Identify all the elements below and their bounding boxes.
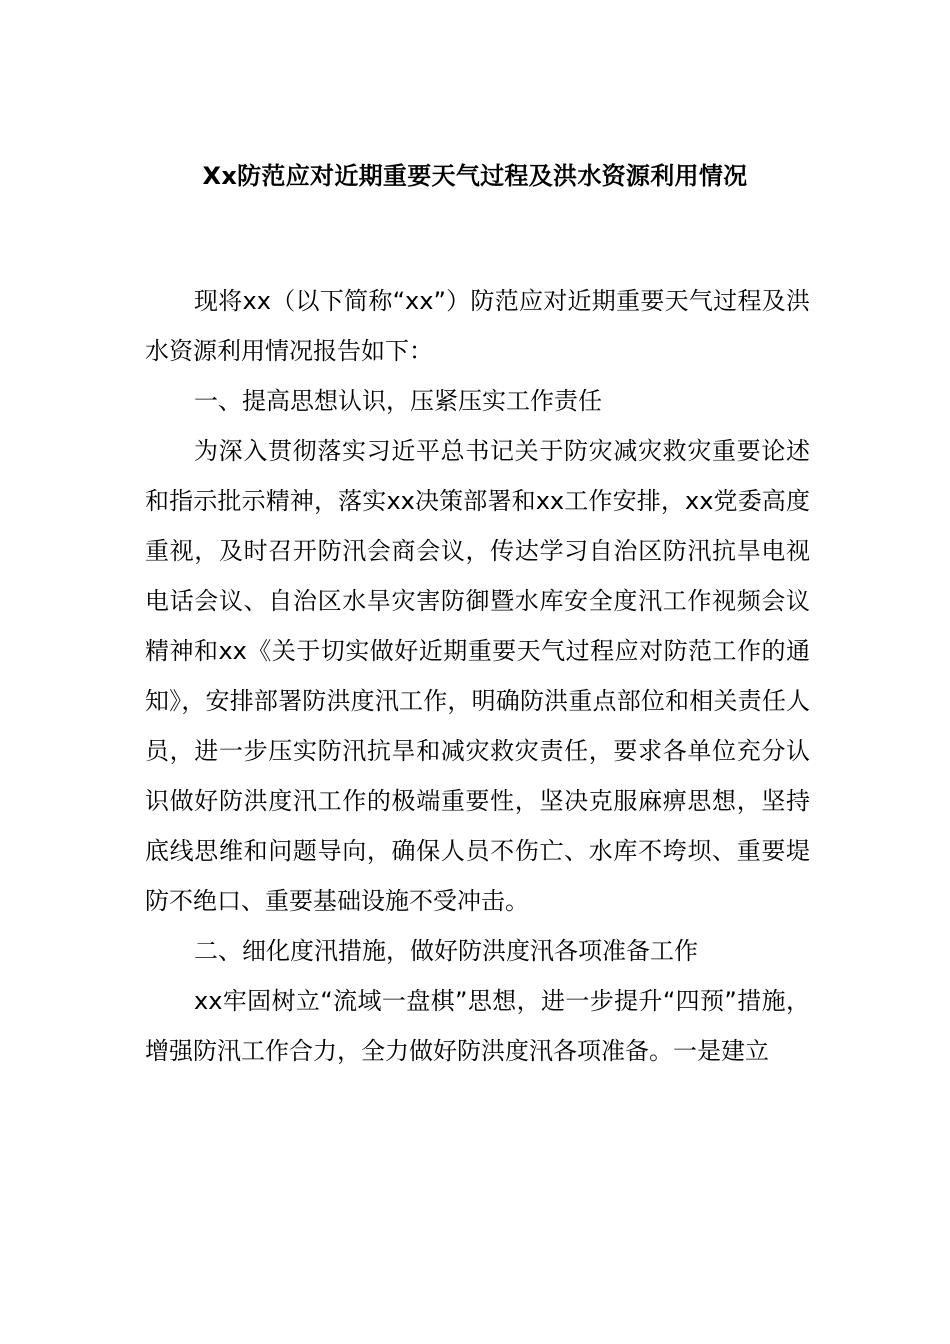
document-body — [145, 276, 810, 1076]
document-title: Xx防范应对近期重要天气过程及洪水资源利用情况 — [202, 162, 748, 190]
section-heading-1: 一、提高思想认识，压紧压实工作责任 — [194, 387, 602, 415]
paragraph-section-2: xx牢固树立“流域一盘棋”思想，进一步提升“四预”措施，增强防汛工作合力，全力做好防洪度汛各项准备。一是建立 — [145, 987, 810, 1065]
paragraph-intro: 现将xx（以下简称“xx”）防范应对近期重要天气过程及洪水资源利用情况报告如下： — [145, 287, 810, 365]
paragraph-section-1: 为深入贯彻落实习近平总书记关于防灾减灾救灾重要论述和指示批示精神，落实xx决策部署和xx工作安排，xx党委高度重视，及时召开防汛会商会议，传达学习自治区防汛抗旱电视电话会议、自治区水旱灾害防御暨水库安全度汛工作视频会议精神和xx《关于切实做好近期重要天气过程应对防范工作的通知》，安排部署防洪度汛工作，明确防洪重点部位和相关责任人员，进一步压实防汛抗旱和减灾救灾责任，要求各单位充分认识做好防洪度汛工作的极端重要性，坚决克服麻痹思想，坚持底线思维和问题导向，确保人员不伤亡、水库不垮坝、重要堤防不绝口、重要基础设施不受冲击。 — [145, 437, 810, 915]
section-heading-2: 二、细化度汛措施，做好防洪度汛各项准备工作 — [194, 937, 698, 965]
